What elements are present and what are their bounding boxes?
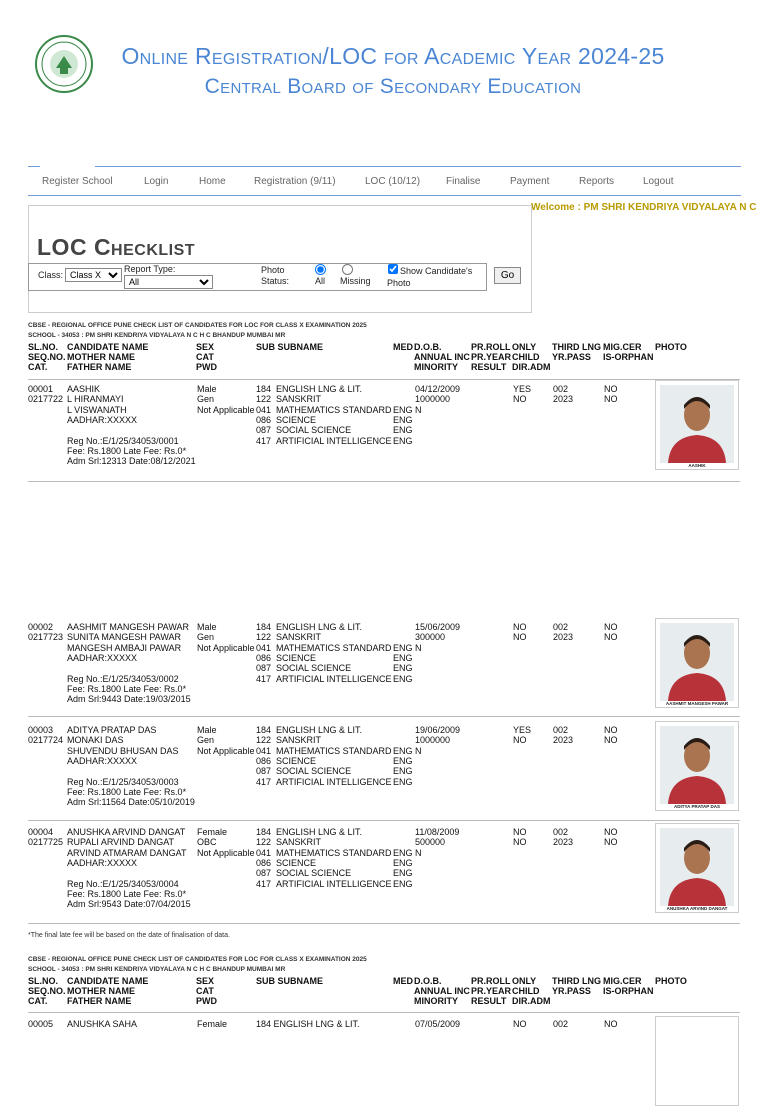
partial-row-name: ANUSHKA SAHA (67, 1019, 138, 1029)
reg-no: Reg No.:E/1/25/34053/0002 (67, 673, 179, 684)
show-photo-label: Show Candidate's Photo (387, 266, 473, 288)
reg-no: Reg No.:E/1/25/34053/0003 (67, 776, 179, 787)
column-header-c8: CHILD (512, 986, 540, 996)
child: NO (513, 394, 527, 405)
seq-no: 0217723 (28, 632, 64, 643)
subject-code: 417 (256, 878, 272, 889)
subject-name: MATHEMATICS STANDARD (276, 847, 392, 858)
mig-cer: NO (604, 725, 618, 735)
subject-code: 184 (256, 827, 272, 837)
is-orphan: NO (604, 837, 618, 848)
subject-code: 087 (256, 766, 272, 777)
row-separator (28, 481, 740, 482)
sl-no: 00003 (28, 725, 54, 735)
subject-medium: ENG (393, 425, 413, 436)
candidate-name: ANUSHKA ARVIND DANGAT (67, 827, 186, 837)
mig-cer: NO (604, 827, 618, 837)
annual-income: 300000 (415, 632, 446, 643)
is-orphan: NO (604, 394, 618, 405)
subject-code: 086 (256, 414, 272, 425)
adm-srl: Adm Srl:12313 Date:08/12/2021 (67, 456, 196, 467)
main-nav (0, 176, 768, 190)
subject-medium: ENG (393, 673, 413, 684)
divider (28, 195, 741, 196)
column-header-c2: CANDIDATE NAME (67, 976, 149, 986)
subject-code: 041 (256, 745, 272, 756)
class-label: Class: (38, 270, 64, 280)
report-header-line2: SCHOOL - 34053 : PM SHRI KENDRIYA VIDYALAYA N C H C BHANDUP MUMBAI MR (28, 966, 286, 973)
aadhar: AADHAR:XXXXX (67, 857, 138, 868)
subject-code: 184 (256, 622, 272, 632)
column-header-c1: SL.NO. (28, 976, 59, 986)
nav-reports[interactable]: Reports (579, 176, 615, 187)
third-lng: 002 (553, 384, 569, 394)
column-header-c3: CAT (196, 986, 214, 996)
father-name: SHUVENDU BHUSAN DAS (67, 745, 179, 756)
column-header-c6: MINORITY (414, 362, 458, 372)
column-header-c6: D.O.B. (414, 342, 442, 352)
photo-image (660, 385, 734, 463)
pwd: Not Applicable (197, 642, 255, 653)
partial-row-only: NO (513, 1019, 527, 1029)
subject-name: ARTIFICIAL INTELLIGENCE (276, 435, 392, 446)
subject-code: 122 (256, 394, 272, 405)
dob: 11/08/2009 (415, 827, 460, 837)
fee: Fee: Rs.1800 Late Fee: Rs.0* (67, 683, 187, 694)
subject-name: ENGLISH LNG & LIT. (276, 725, 363, 735)
subject-name: SOCIAL SCIENCE (276, 663, 352, 674)
nav-loc[interactable]: LOC (10/12) (365, 176, 421, 187)
subject-medium: ENG (393, 755, 413, 766)
candidate-photo (655, 823, 739, 913)
photo-all-radio[interactable] (315, 264, 326, 275)
sex: Male (197, 725, 217, 735)
column-header-sub: SUB SUBNAME (256, 976, 324, 986)
column-header-c3: PWD (196, 362, 217, 372)
subject-name: MATHEMATICS STANDARD (276, 745, 392, 756)
subject-code: 417 (256, 776, 272, 787)
mother-name: SUNITA MANGESH PAWAR (67, 632, 182, 643)
candidate-photo (655, 1016, 739, 1106)
subject-name: ENGLISH LNG & LIT. (276, 827, 363, 837)
subject-medium: ENG (393, 435, 413, 446)
partial-row-sl: 00005 (28, 1019, 54, 1029)
only-child: YES (513, 384, 532, 394)
photo-caption: ANUSHKA ARVIND DANGAT (666, 906, 728, 911)
subject-name: ARTIFICIAL INTELLIGENCE (276, 673, 392, 684)
subject-code: 041 (256, 404, 272, 415)
only-child: YES (513, 725, 532, 735)
subject-code: 184 (256, 725, 272, 735)
column-header-c1: SL.NO. (28, 342, 59, 352)
report-type-select[interactable] (124, 275, 213, 289)
mother-name: MONAKI DAS (67, 735, 124, 746)
column-header-c10: MIG.CER (603, 342, 642, 352)
photo-caption: AASHIK (688, 463, 706, 468)
column-header-c2: MOTHER NAME (67, 986, 135, 996)
photo-caption: ADITYA PRATAP DAS (674, 804, 720, 809)
seq-no: 0217722 (28, 394, 64, 405)
photo-image (660, 726, 734, 804)
mig-cer: NO (604, 384, 618, 394)
candidate-name: AASHIK (67, 384, 101, 394)
mother-name: L HIRANMAYI (67, 394, 124, 405)
subject-name: ARTIFICIAL INTELLIGENCE (276, 776, 392, 787)
subject-name: SANSKRIT (276, 735, 322, 746)
nav-payment[interactable]: Payment (510, 176, 550, 187)
column-header-c8: ONLY (512, 342, 537, 352)
nav-logout[interactable]: Logout (643, 176, 674, 187)
dob: 19/06/2009 (415, 725, 461, 735)
aadhar: AADHAR:XXXXX (67, 414, 138, 425)
subject-medium: ENG (393, 868, 413, 879)
child: NO (513, 632, 527, 643)
fee: Fee: Rs.1800 Late Fee: Rs.0* (67, 445, 187, 456)
photo-caption: AASHMIT MANGESH PAWAR (665, 701, 729, 706)
partial-row-mig: NO (604, 1019, 618, 1029)
sex: Male (197, 384, 217, 394)
divider (95, 166, 741, 167)
column-header-c7: PR.ROLL (471, 342, 511, 352)
column-header-c6: D.O.B. (414, 976, 442, 986)
subject-medium: ENG (393, 414, 413, 425)
column-header-c8: CHILD (512, 352, 540, 362)
father-name: MANGESH AMBAJI PAWAR (67, 642, 182, 653)
subject-name: SANSKRIT (276, 394, 322, 405)
sl-no: 00002 (28, 622, 54, 632)
annual-income: 500000 (415, 837, 446, 848)
footnote: *The final late fee will be based on the date of finalisation of data. (28, 932, 230, 939)
dob: 15/06/2009 (415, 622, 461, 632)
subject-name: MATHEMATICS STANDARD (276, 642, 392, 653)
adm-srl: Adm Srl:9543 Date:07/04/2015 (67, 899, 191, 910)
reg-no: Reg No.:E/1/25/34053/0004 (67, 878, 179, 889)
subject-code: 417 (256, 673, 272, 684)
page-title: Online Registration/LOC for Academic Year 2024-25 (121, 43, 665, 69)
photo-image (660, 623, 734, 701)
subject-medium: ENG (393, 857, 413, 868)
subject-code: 087 (256, 663, 272, 674)
sl-no: 00004 (28, 827, 54, 837)
column-header-c7: RESULT (471, 362, 507, 372)
column-header-photo: PHOTO (655, 342, 687, 352)
subject-name: ARTIFICIAL INTELLIGENCE (276, 878, 392, 889)
is-orphan: NO (604, 735, 618, 746)
column-header-c7: RESULT (471, 996, 507, 1006)
column-header-c9: THIRD LNG (552, 342, 601, 352)
nav-register-school[interactable]: Register School (42, 176, 113, 187)
annual-income: 1000000 (415, 735, 451, 746)
subject-medium: ENG N (393, 847, 422, 858)
candidate-photo (655, 618, 739, 708)
column-header-c7: PR.YEAR (471, 986, 512, 996)
annual-income: 1000000 (415, 394, 451, 405)
subject-name: SOCIAL SCIENCE (276, 425, 352, 436)
column-header-c6: ANNUAL INC (414, 986, 470, 996)
report-header-line1: CBSE - REGIONAL OFFICE PUNE CHECK LIST OF CANDIDATES FOR LOC FOR CLASS X EXAMINATION 2025 (28, 322, 367, 329)
yr-pass: 2023 (553, 837, 574, 848)
go-button[interactable]: Go (494, 267, 521, 284)
row-separator (28, 923, 740, 924)
column-header-c3: SEX (196, 342, 215, 352)
column-header-c7: PR.YEAR (471, 352, 512, 362)
subject-name: MATHEMATICS STANDARD (276, 404, 392, 415)
photo-status-label: Photo Status: (261, 265, 290, 286)
subject-code: 087 (256, 868, 272, 879)
nav-finalise[interactable]: Finalise (446, 176, 481, 187)
subject-code: 041 (256, 642, 272, 653)
subject-medium: ENG (393, 766, 413, 777)
column-header-c3: CAT (196, 352, 214, 362)
subject-name: SANSKRIT (276, 632, 322, 643)
category: OBC (197, 837, 217, 848)
class-select[interactable] (65, 268, 122, 282)
sl-no: 00001 (28, 384, 54, 394)
column-header-c9: YR.PASS (552, 352, 591, 362)
pwd: Not Applicable (197, 404, 255, 415)
column-header-photo: PHOTO (655, 976, 687, 986)
column-header-c10: IS-ORPHAN (603, 986, 654, 996)
subject-code: 087 (256, 425, 272, 436)
column-header-c9: THIRD LNG (552, 976, 601, 986)
father-name: L VISWANATH (67, 404, 127, 415)
subject-name: SOCIAL SCIENCE (276, 766, 352, 777)
yr-pass: 2023 (553, 632, 574, 643)
category: Gen (197, 632, 215, 643)
welcome-text: Welcome : PM SHRI KENDRIYA VIDYALAYA N C (531, 202, 757, 213)
column-header-med: MED (393, 976, 413, 986)
third-lng: 002 (553, 622, 569, 632)
column-header-c10: MIG.CER (603, 976, 642, 986)
subject-name: SANSKRIT (276, 837, 322, 848)
column-header-c2: FATHER NAME (67, 362, 132, 372)
reg-no: Reg No.:E/1/25/34053/0001 (67, 435, 179, 446)
subject-medium: ENG (393, 878, 413, 889)
column-header-c2: CANDIDATE NAME (67, 342, 149, 352)
row-separator (28, 379, 740, 380)
seq-no: 0217725 (28, 837, 64, 848)
column-header-c3: SEX (196, 976, 215, 986)
divider (28, 166, 40, 167)
row-separator (28, 1012, 740, 1013)
yr-pass: 2023 (553, 394, 574, 405)
column-header-c8: ONLY (512, 976, 537, 986)
subject-medium: ENG N (393, 642, 422, 653)
fee: Fee: Rs.1800 Late Fee: Rs.0* (67, 888, 187, 899)
column-header-c1: SEQ.NO. (28, 352, 66, 362)
candidate-name: AASHMIT MANGESH PAWAR (67, 622, 190, 632)
photo-missing-label: Missing (340, 276, 371, 286)
page-subtitle: Central Board of Secondary Education (204, 75, 582, 98)
pwd: Not Applicable (197, 847, 255, 858)
report-type-label: Report Type: (124, 264, 176, 274)
candidate-photo (655, 380, 739, 470)
column-header-sub: SUB SUBNAME (256, 342, 324, 352)
candidate-photo (655, 721, 739, 811)
dob: 04/12/2009 (415, 384, 461, 394)
report-header-line1: CBSE - REGIONAL OFFICE PUNE CHECK LIST OF CANDIDATES FOR LOC FOR CLASS X EXAMINATION 2025 (28, 956, 367, 963)
report-header-line2: SCHOOL - 34053 : PM SHRI KENDRIYA VIDYALAYA N C H C BHANDUP MUMBAI MR (28, 332, 286, 339)
subject-code: 122 (256, 632, 272, 643)
nav-registration[interactable]: Registration (9/11) (254, 176, 336, 187)
subject-code: 184 (256, 384, 272, 394)
nav-home[interactable]: Home (199, 176, 226, 187)
subject-medium: ENG N (393, 404, 422, 415)
mother-name: RUPALI ARVIND DANGAT (67, 837, 175, 848)
column-header-c10: IS-ORPHAN (603, 352, 654, 362)
aadhar: AADHAR:XXXXX (67, 652, 138, 663)
checklist-title: LOC Checklist (37, 234, 196, 260)
fee: Fee: Rs.1800 Late Fee: Rs.0* (67, 786, 187, 797)
column-header-c7: PR.ROLL (471, 976, 511, 986)
subject-name: SOCIAL SCIENCE (276, 868, 352, 879)
subject-name: SCIENCE (276, 414, 317, 425)
adm-srl: Adm Srl:11564 Date:05/10/2019 (67, 797, 195, 808)
sex: Female (197, 827, 228, 837)
photo-image (660, 828, 734, 906)
column-header-c1: CAT. (28, 362, 48, 372)
category: Gen (197, 735, 215, 746)
third-lng: 002 (553, 725, 569, 735)
photo-all-label: All (315, 276, 326, 286)
partial-row-sub: 184 ENGLISH LNG & LIT. (256, 1019, 360, 1029)
only-child: NO (513, 622, 527, 632)
sex: Male (197, 622, 217, 632)
subject-medium: ENG (393, 776, 413, 787)
father-name: ARVIND ATMARAM DANGAT (67, 847, 187, 858)
row-separator (28, 716, 740, 717)
subject-code: 417 (256, 435, 272, 446)
subject-code: 086 (256, 652, 272, 663)
seq-no: 0217724 (28, 735, 64, 746)
column-header-c2: FATHER NAME (67, 996, 132, 1006)
pwd: Not Applicable (197, 745, 255, 756)
mig-cer: NO (604, 622, 618, 632)
subject-name: ENGLISH LNG & LIT. (276, 384, 363, 394)
subject-name: ENGLISH LNG & LIT. (276, 622, 363, 632)
child: NO (513, 735, 527, 746)
aadhar: AADHAR:XXXXX (67, 755, 138, 766)
partial-row-sex: Female (197, 1019, 228, 1029)
candidate-name: ADITYA PRATAP DAS (67, 725, 157, 735)
subject-code: 086 (256, 857, 272, 868)
adm-srl: Adm Srl:9443 Date:19/03/2015 (67, 694, 191, 705)
partial-row-third: 002 (553, 1019, 569, 1029)
subject-name: SCIENCE (276, 652, 317, 663)
column-header-c9: YR.PASS (552, 986, 591, 996)
subject-medium: ENG (393, 652, 413, 663)
column-header-c1: SEQ.NO. (28, 986, 66, 996)
partial-row-dob: 07/05/2009 (415, 1019, 461, 1029)
category: Gen (197, 394, 215, 405)
yr-pass: 2023 (553, 735, 574, 746)
only-child: NO (513, 827, 527, 837)
row-separator (28, 820, 740, 821)
column-header-c6: ANNUAL INC (414, 352, 470, 362)
subject-name: SCIENCE (276, 755, 317, 766)
column-header-c3: PWD (196, 996, 217, 1006)
child: NO (513, 837, 527, 848)
third-lng: 002 (553, 827, 569, 837)
subject-code: 086 (256, 755, 272, 766)
subject-medium: ENG N (393, 745, 422, 756)
subject-name: SCIENCE (276, 857, 317, 868)
column-header-c1: CAT. (28, 996, 48, 1006)
subject-code: 122 (256, 735, 272, 746)
column-header-med: MED (393, 342, 413, 352)
is-orphan: NO (604, 632, 618, 643)
nav-login[interactable]: Login (144, 176, 169, 187)
column-header-c2: MOTHER NAME (67, 352, 135, 362)
column-header-c8: DIR.ADM (512, 996, 551, 1006)
subject-code: 041 (256, 847, 272, 858)
photo-missing-radio[interactable] (342, 264, 353, 275)
subject-medium: ENG (393, 663, 413, 674)
column-header-c6: MINORITY (414, 996, 458, 1006)
column-header-c8: DIR.ADM (512, 362, 551, 372)
subject-code: 122 (256, 837, 272, 848)
